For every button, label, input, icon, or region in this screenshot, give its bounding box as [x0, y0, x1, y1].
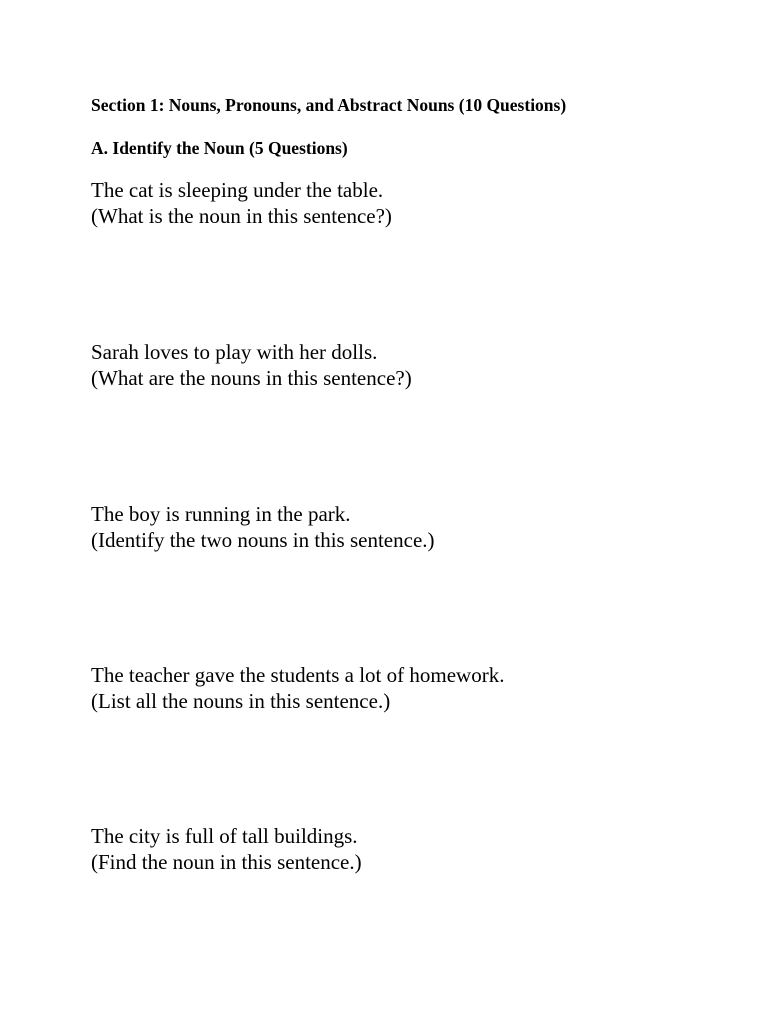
question-sentence: The cat is sleeping under the table.	[91, 178, 384, 202]
question-item	[91, 339, 412, 391]
question-prompt: (What are the nouns in this sentence?)	[91, 366, 412, 390]
section-heading: Section 1: Nouns, Pronouns, and Abstract Nouns (10 Questions)	[91, 95, 567, 115]
question-item	[91, 501, 435, 553]
subsection-heading: A. Identify the Noun (5 Questions)	[91, 138, 348, 158]
question-sentence: The boy is running in the park.	[91, 502, 351, 526]
question-prompt: (List all the nouns in this sentence.)	[91, 689, 391, 713]
question-item	[91, 177, 392, 229]
question-sentence: The teacher gave the students a lot of homework.	[91, 663, 505, 687]
question-prompt: (Find the noun in this sentence.)	[91, 850, 362, 874]
question-item	[91, 823, 362, 875]
question-prompt: (What is the noun in this sentence?)	[91, 204, 392, 228]
question-prompt: (Identify the two nouns in this sentence.)	[91, 528, 435, 552]
question-sentence: Sarah loves to play with her dolls.	[91, 340, 378, 364]
question-sentence: The city is full of tall buildings.	[91, 824, 358, 848]
question-item	[91, 662, 504, 714]
